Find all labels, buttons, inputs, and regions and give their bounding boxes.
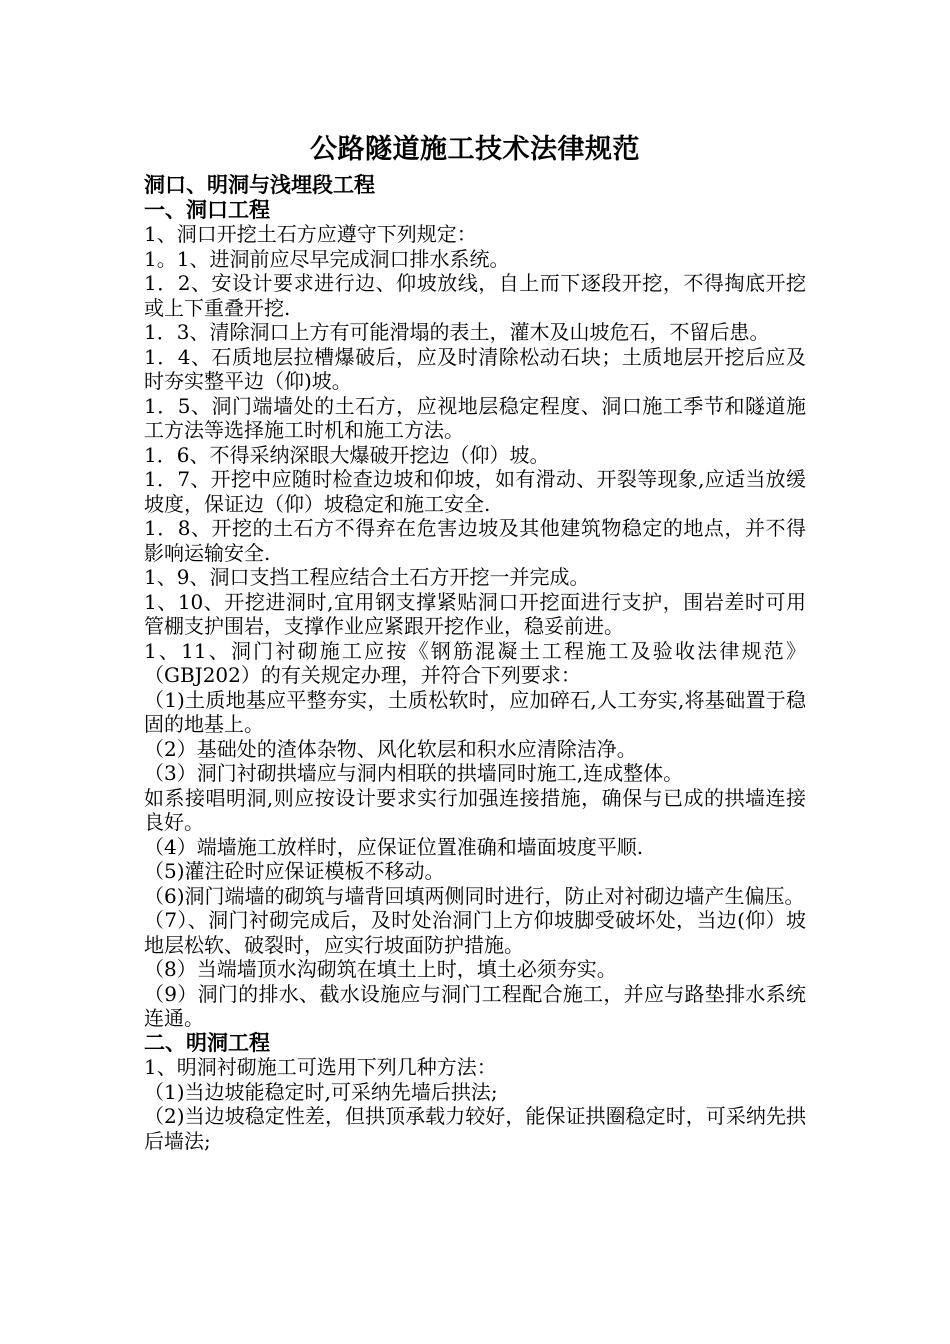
body-paragraph: 1。1、进洞前应尽早完成洞口排水系统。 bbox=[144, 246, 510, 271]
body-paragraph: （1)当边坡能稳定时,可采纳先墙后拱法; bbox=[144, 1079, 498, 1104]
section-heading: 二、明洞工程 bbox=[144, 1029, 270, 1055]
body-paragraph: （2）基础处的渣体杂物、风化软层和积水应清除洁净。 bbox=[144, 736, 637, 761]
body-paragraph: （7）、洞门衬砌完成后，及时处治洞门上方仰坡脚受破坏处，当边(仰）坡地层松软、破裂时，应实行坡面防护措施。 bbox=[144, 908, 806, 957]
body-paragraph: （6)洞门端墙的砌筑与墙背回填两侧同时进行，防止对衬砌边墙产生偏压。 bbox=[144, 883, 805, 908]
body-paragraph: （5)灌注砼时应保证模板不移动。 bbox=[144, 859, 445, 883]
document-title: 公路隧道施工技术法律规范 bbox=[310, 134, 640, 165]
body-paragraph: （1)土质地基应平整夯实，土质松软时，应加碎石,人工夯实,将基础置于稳固的地基上。 bbox=[144, 687, 806, 736]
body-paragraph: （3）洞门衬砌拱墙应与洞内相联的拱墙同时施工,连成整体。 bbox=[144, 761, 684, 785]
body-paragraph: 1、11、洞门衬砌施工应按《钢筋混凝土工程施工及验收法律规范》（GBJ202）的有关规定办理，并符合下列要求： bbox=[144, 638, 806, 687]
body-paragraph: （8）当端墙顶水沟砌筑在填土上时，填土必须夯实。 bbox=[144, 957, 617, 981]
body-paragraph: 如系接唱明洞,则应按设计要求实行加强连接措施，确保与已成的拱墙连接良好。 bbox=[144, 785, 806, 834]
body-paragraph: 1、10、开挖进洞时,宜用钢支撑紧贴洞口开挖面进行支护，围岩差时可用管棚支护围岩，支撑作业应紧跟开挖作业，稳妥前进。 bbox=[144, 589, 806, 638]
body-paragraph: 1、明洞衬砌施工可选用下列几种方法： bbox=[144, 1055, 497, 1079]
body-paragraph: （2)当边坡稳定性差，但拱顶承载力较好，能保证拱圈稳定时，可采纳先拱后墙法; bbox=[144, 1104, 806, 1153]
body-paragraph: 1、洞口开挖土石方应遵守下列规定： bbox=[144, 222, 477, 246]
body-paragraph: （4）端墙施工放样时，应保证位置准确和墙面坡度平顺. bbox=[144, 834, 644, 859]
body-paragraph: 1．5、洞门端墙处的土石方，应视地层稳定程度、洞口施工季节和隧道施工方法等选择施工时机和施工方法。 bbox=[144, 393, 806, 442]
body-paragraph: 1．8、开挖的土石方不得弃在危害边坡及其他建筑物稳定的地点，并不得影响运输安全. bbox=[144, 516, 806, 565]
section-heading: 洞口、明洞与浅埋段工程 bbox=[144, 172, 375, 197]
body-paragraph: 1．6、不得采纳深眼大爆破开挖边（仰）坡。 bbox=[144, 442, 550, 467]
document-body bbox=[144, 173, 806, 1153]
body-paragraph: （9）洞门的排水、截水设施应与洞门工程配合施工，并应与路垫排水系统连通。 bbox=[144, 981, 806, 1030]
body-paragraph: 1、9、洞口支挡工程应结合土石方开挖一并完成。 bbox=[144, 565, 590, 589]
body-paragraph: 1．3、清除洞口上方有可能滑塌的表土，灌木及山坡危石，不留后患。 bbox=[144, 320, 770, 344]
body-paragraph: 1．7、开挖中应随时检查边坡和仰坡，如有滑动、开裂等现象,应适当放缓坡度，保证边（仰）坡稳定和施工安全. bbox=[144, 467, 806, 516]
section-heading: 一、洞口工程 bbox=[144, 196, 270, 222]
body-paragraph: 1．4、石质地层拉槽爆破后，应及时清除松动石块；土质地层开挖后应及时夯实整平边（仰)坡。 bbox=[144, 344, 806, 393]
body-paragraph: 1．2、安设计要求进行边、仰坡放线，自上而下逐段开挖，不得掏底开挖或上下重叠开挖. bbox=[144, 271, 806, 320]
